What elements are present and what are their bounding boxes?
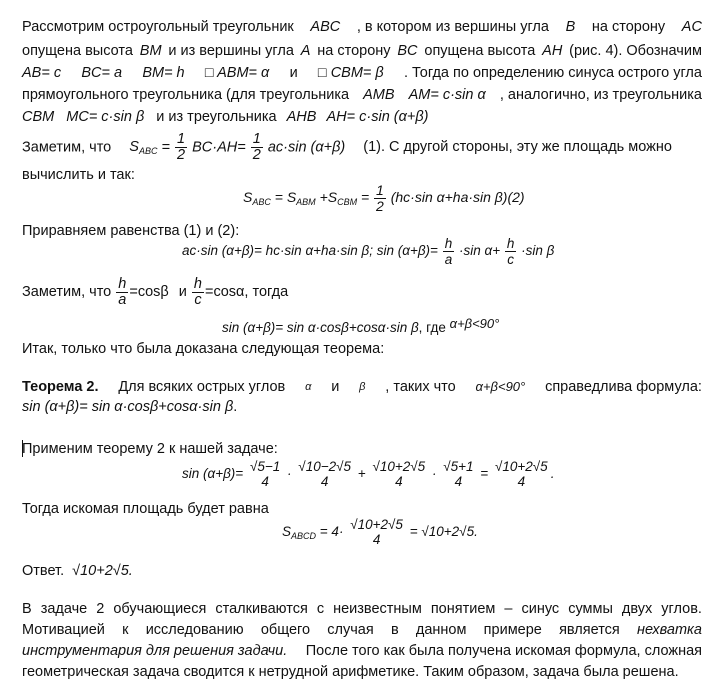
formula-apply bbox=[182, 456, 554, 492]
text: справедлива формула: bbox=[545, 379, 702, 395]
text: , в котором из вершины угла bbox=[356, 19, 549, 35]
formula-sum bbox=[222, 316, 499, 335]
fraction-half bbox=[251, 132, 263, 163]
frac-num: √10−2√5 bbox=[298, 459, 352, 475]
frac-num: h bbox=[444, 236, 453, 251]
math-s: S bbox=[129, 139, 139, 156]
math-angle-abm: □ ABM= α bbox=[204, 65, 270, 81]
frac-den: 2 bbox=[177, 147, 186, 163]
word: исследованию bbox=[145, 622, 244, 638]
math-sub: ABCD bbox=[291, 531, 317, 541]
fraction-2 bbox=[296, 459, 353, 489]
text: , таких что bbox=[385, 379, 456, 395]
math-eq: = S bbox=[274, 189, 297, 205]
math-bm-h: BM= h bbox=[142, 65, 185, 81]
word: обучающиеся bbox=[113, 601, 207, 617]
text: Приравняем равенства (1) и (2): bbox=[22, 223, 240, 239]
math-sub: ABM bbox=[296, 197, 316, 207]
word: синус bbox=[521, 601, 560, 617]
frac-den: 4 bbox=[320, 474, 329, 490]
final-line-2 bbox=[22, 621, 702, 639]
frac-num: √10+2√5 bbox=[372, 459, 426, 475]
math-end: . bbox=[550, 466, 555, 481]
math-formula: sin (α+β)= sin α·cosβ+cosα·sin β bbox=[222, 320, 419, 335]
math-tail: (hc·sin α+ha·sin β)(2) bbox=[390, 189, 525, 205]
text-line-1 bbox=[22, 18, 702, 36]
frac-den: c bbox=[507, 252, 514, 267]
math-plus: + bbox=[357, 466, 366, 481]
word: В bbox=[22, 601, 32, 617]
text-line-5 bbox=[22, 108, 428, 126]
fraction-1 bbox=[248, 459, 282, 489]
math-dot: · bbox=[287, 466, 292, 481]
math-dot: · bbox=[431, 466, 437, 481]
math-b: B bbox=[565, 19, 576, 35]
math-result: = √10+2√5. bbox=[409, 524, 478, 539]
fraction-h-c bbox=[505, 236, 517, 267]
text-line-2 bbox=[22, 42, 702, 60]
frac-den: 4 bbox=[261, 474, 269, 490]
math-beta: β bbox=[359, 381, 366, 393]
word-italic: нехватка bbox=[637, 622, 702, 638]
text: на сторону bbox=[591, 19, 666, 35]
text-line-12 bbox=[22, 500, 269, 518]
math-bc-a: BC= a bbox=[81, 65, 123, 81]
math-ab: AB= c bbox=[22, 65, 62, 81]
frac-den: a bbox=[118, 291, 127, 308]
fraction-area bbox=[348, 517, 405, 547]
text: Применим теорему 2 к нашей задаче: bbox=[22, 441, 278, 457]
frac-num: h bbox=[506, 236, 515, 251]
text: После того как была получена искомая формула, сложная bbox=[305, 643, 702, 659]
math-amb: AMB bbox=[363, 87, 395, 103]
text: и bbox=[331, 379, 340, 395]
frac-num: 1 bbox=[177, 131, 186, 147]
word: – bbox=[504, 601, 513, 617]
math-eq: = bbox=[161, 139, 170, 156]
text: прямоугольного треугольника (для треугольника bbox=[22, 87, 350, 103]
word: в bbox=[390, 622, 399, 638]
text: опущена высота bbox=[22, 43, 133, 59]
math-eq: = bbox=[480, 466, 489, 481]
text: . bbox=[233, 399, 238, 415]
fraction-3 bbox=[370, 459, 427, 489]
word: общего bbox=[260, 622, 311, 638]
text-italic: инструментария для решения задачи. bbox=[22, 643, 288, 659]
text: Итак, только что была доказана следующая теорема: bbox=[22, 341, 385, 357]
frac-den: 4 bbox=[517, 474, 526, 490]
formula-2 bbox=[243, 182, 525, 217]
math-cosb: =cosβ bbox=[129, 284, 169, 300]
word: является bbox=[559, 622, 620, 638]
frac-num: h bbox=[193, 275, 202, 292]
answer-value: √10+2√5. bbox=[72, 563, 133, 579]
math-sub: ABC bbox=[138, 146, 158, 157]
word: к bbox=[122, 622, 129, 638]
math-condition: α+β<90° bbox=[449, 316, 500, 331]
math-bc: BC bbox=[397, 43, 418, 59]
word: примере bbox=[483, 622, 542, 638]
text-line-10 bbox=[22, 340, 384, 358]
frac-den: 2 bbox=[252, 147, 261, 163]
word: случая bbox=[327, 622, 374, 638]
text-line-9 bbox=[22, 276, 288, 308]
frac-den: a bbox=[444, 252, 453, 267]
text: опущена высота bbox=[424, 43, 536, 59]
math-sub: ABC bbox=[252, 197, 271, 207]
fraction-h-c bbox=[192, 277, 204, 308]
word: данном bbox=[415, 622, 467, 638]
final-line-4 bbox=[22, 663, 679, 681]
word: задаче bbox=[40, 601, 88, 617]
math-bc-ah: BC·AH= bbox=[192, 139, 246, 156]
word: понятием bbox=[430, 601, 496, 617]
theorem-line-2 bbox=[22, 398, 237, 416]
text: . Тогда по определению синуса острого угла bbox=[403, 65, 702, 81]
math-ac: AC bbox=[681, 19, 702, 35]
frac-den: 2 bbox=[376, 197, 384, 214]
theorem-line-1 bbox=[22, 378, 702, 396]
fraction-h-a bbox=[443, 236, 455, 267]
text: Для всяких острых углов bbox=[118, 379, 286, 395]
text-line-4 bbox=[22, 86, 702, 104]
word: 2 bbox=[96, 601, 105, 617]
final-line-3 bbox=[22, 642, 702, 660]
formula-equate bbox=[182, 236, 554, 267]
fraction-4 bbox=[441, 459, 475, 489]
answer-line bbox=[22, 562, 133, 580]
text: , где bbox=[418, 320, 446, 335]
math-tail: ac·sin (α+β) bbox=[267, 139, 346, 156]
text: Заметим, что bbox=[22, 284, 112, 300]
frac-num: 1 bbox=[252, 131, 261, 147]
text: Заметим, что bbox=[22, 139, 112, 156]
text: вычислить и так: bbox=[22, 167, 135, 183]
math-ahb: AHB bbox=[286, 109, 317, 125]
text-line-3 bbox=[22, 64, 702, 82]
text: на сторону bbox=[317, 43, 391, 59]
math-a: A bbox=[300, 43, 311, 59]
frac-num: √5+1 bbox=[443, 459, 474, 475]
word: с bbox=[316, 601, 325, 617]
theorem-title: Теорема 2. bbox=[22, 379, 99, 395]
text: и из вершины угла bbox=[168, 43, 294, 59]
math-condition: α+β<90° bbox=[475, 379, 526, 394]
math-left: sin (α+β)= bbox=[182, 466, 244, 481]
math-bm: BM bbox=[139, 43, 162, 59]
math-eq: = bbox=[360, 189, 370, 205]
math-s: S bbox=[282, 524, 292, 539]
math-cbm: CBM bbox=[22, 109, 55, 125]
answer-label: Ответ. bbox=[22, 563, 65, 579]
math-sub: CBM bbox=[337, 197, 358, 207]
frac-num: h bbox=[118, 275, 127, 292]
math-tail: ·sin β bbox=[521, 243, 555, 259]
word: неизвестным bbox=[333, 601, 422, 617]
math-am: AM= c·sin α bbox=[408, 87, 486, 103]
text: и bbox=[178, 284, 187, 300]
math-left: ac·sin (α+β)= hc·sin α+ha·sin β; sin (α+β)= bbox=[182, 243, 438, 259]
frac-num: √10+2√5 bbox=[494, 459, 548, 475]
frac-den: c bbox=[194, 291, 202, 308]
math-formula: sin (α+β)= sin α·cosβ+cosα·sin β bbox=[22, 399, 234, 415]
fraction-h-a bbox=[116, 277, 128, 308]
word: Мотивацией bbox=[22, 622, 105, 638]
fraction-half bbox=[374, 183, 386, 214]
frac-num: √10+2√5 bbox=[350, 517, 403, 533]
formula-area bbox=[282, 514, 478, 554]
math-abc: ABC bbox=[310, 19, 341, 35]
word: сталкиваются bbox=[215, 601, 308, 617]
math-eq: = 4· bbox=[319, 524, 344, 539]
text-line-7 bbox=[22, 166, 135, 184]
text-line-6 bbox=[22, 132, 672, 166]
text: Рассмотрим остроугольный треугольник bbox=[22, 19, 294, 35]
fraction-5 bbox=[493, 459, 550, 489]
word: суммы bbox=[568, 601, 613, 617]
text: и из треугольника bbox=[156, 109, 277, 125]
word: двух bbox=[621, 601, 653, 617]
math-mid: ·sin α+ bbox=[459, 243, 501, 259]
frac-num: 1 bbox=[376, 181, 384, 198]
text: Тогда искомая площадь будет равна bbox=[22, 501, 269, 517]
frac-num: √5−1 bbox=[249, 459, 281, 475]
math-alpha: α bbox=[305, 381, 312, 393]
math-cosa: =cosα bbox=[204, 284, 245, 300]
text: (1). С другой стороны, эту же площадь можно bbox=[363, 139, 672, 156]
text: (рис. 4). Обозначим bbox=[569, 43, 702, 59]
fraction-half bbox=[175, 132, 187, 163]
math-ah: AH bbox=[542, 43, 563, 59]
math-s: S bbox=[243, 189, 253, 205]
frac-den: 4 bbox=[454, 474, 463, 490]
math-angle-cbm: □ CBM= β bbox=[317, 65, 384, 81]
text: геометрическая задача сводится к нетрудной арифметике. Таким образом, задача была решена. bbox=[22, 664, 679, 680]
text: , тогда bbox=[244, 284, 289, 300]
frac-den: 4 bbox=[395, 474, 403, 490]
text: , аналогично, из треугольника bbox=[499, 87, 702, 103]
frac-den: 4 bbox=[372, 532, 381, 548]
word: углов. bbox=[661, 601, 702, 617]
final-line-1 bbox=[22, 600, 702, 618]
math-mc: MC= c·sin β bbox=[66, 109, 145, 125]
math-ah-value: AH= c·sin (α+β) bbox=[326, 109, 429, 125]
text: и bbox=[289, 65, 298, 81]
math-plus: +S bbox=[319, 189, 338, 205]
